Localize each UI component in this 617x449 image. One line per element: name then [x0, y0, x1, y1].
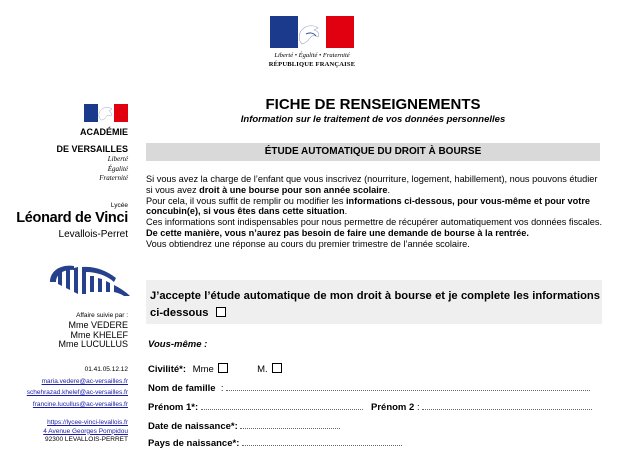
pays-label: Pays de naissance*: — [148, 438, 240, 449]
contact-name: Mme KHELEF — [70, 329, 128, 340]
form-section-label: Vous-même : — [148, 339, 208, 350]
address-line: 4 Avenue Georges Pompidou — [43, 427, 128, 435]
nom-field[interactable] — [226, 382, 590, 391]
civilite-m-checkbox[interactable] — [272, 363, 282, 373]
civilite-row — [148, 363, 282, 375]
republique-francaise-logo — [266, 16, 358, 74]
date-row — [148, 420, 340, 432]
website-link[interactable]: https://lycee-vinci-levallois.fr — [47, 419, 128, 426]
affaire-suivie-label: Affaire suivie par : — [76, 312, 128, 319]
lycee-label: Lycée — [110, 202, 128, 209]
accept-text: J’accepte l’étude automatique de mon droit à bourse et je complete les informations ci-dessous — [150, 290, 600, 319]
civilite-mme-label: Mme — [192, 364, 214, 375]
contact-name: Mme LUCULLUS — [58, 339, 128, 350]
date-field[interactable] — [240, 420, 340, 429]
accept-checkbox[interactable] — [216, 307, 226, 317]
document-title: FICHE DE RENSEIGNEMENTS — [265, 96, 481, 113]
nom-label: Nom de famille — [148, 383, 216, 394]
prenom2-label: Prénom 2 — [371, 402, 415, 413]
email-link[interactable]: francine.lucullus@ac-versailles.fr — [32, 400, 128, 408]
section-banner-text: ÉTUDE AUTOMATIQUE DU DROIT À BOURSE — [264, 146, 482, 157]
address-line: 92300 LEVALLOIS-PERRET — [45, 436, 128, 443]
email-link[interactable]: schehrazad.khelef@ac-versailles.fr — [26, 389, 128, 397]
marianne-flag-icon — [270, 16, 354, 48]
academie-title: ACADÉMIE DE VERSAILLES — [56, 127, 128, 154]
prenom1-field[interactable] — [201, 401, 363, 410]
contact-list — [58, 321, 128, 350]
civilite-m-label: M. — [257, 364, 268, 375]
civilite-mme-checkbox[interactable] — [218, 363, 228, 373]
pays-row — [148, 437, 402, 449]
prenom1-row — [148, 401, 363, 413]
civilite-label: Civilité*: — [148, 364, 187, 375]
pays-field[interactable] — [242, 437, 402, 446]
prenom2-field[interactable] — [422, 401, 592, 410]
nom-row: Nom de famille : — [148, 382, 590, 394]
date-label: Date de naissance*: — [148, 421, 238, 432]
contact-name: Mme VEDERE — [68, 320, 128, 330]
lycee-name: Léonard de Vinci — [16, 210, 128, 226]
prenom2-row: Prénom 2 : — [371, 401, 592, 413]
academie-motto: Liberté Égalité Fraternité — [99, 155, 128, 182]
intro-paragraph: Si vous avez la charge de l’enfant que vous inscrivez (nourriture, logement, habillement), nous pouvons étudier si vous avez droit à une bourse pour son année scolaire. Pour cela, il vous suffit de remplir ou modifier les informations ci-dessous, pour vous-même et pour votre concubin(e), si vous êtes dans cette situation. Ces informations sont indispensables pour nous permettre de récupérer automatiquement vos données fiscales. De cette manière, vous n’aurez pas besoin de faire une demande de bourse à la rentrée. Vous obtiendrez une réponse au cours du premier trimestre de l’année scolaire. — [146, 174, 603, 249]
accept-box — [146, 280, 602, 324]
email-list — [27, 376, 128, 410]
document-subtitle: Information sur le traitement de vos données personnelles — [240, 114, 506, 125]
website-address — [43, 419, 128, 445]
academie-flag-icon — [84, 104, 128, 122]
phone-number: 01.41.05.12.12 — [84, 366, 128, 373]
lycee-city: Levallois-Perret — [58, 229, 128, 240]
republic-name: RÉPUBLIQUE FRANÇAISE — [268, 61, 356, 68]
section-banner — [146, 143, 600, 161]
lycee-vinci-logo — [44, 262, 134, 298]
prenom1-label: Prénom 1*: — [148, 402, 199, 413]
republic-motto: Liberté • Égalité • Fraternité — [274, 52, 350, 59]
email-link[interactable]: maria.vedere@ac-versailles.fr — [41, 378, 128, 385]
